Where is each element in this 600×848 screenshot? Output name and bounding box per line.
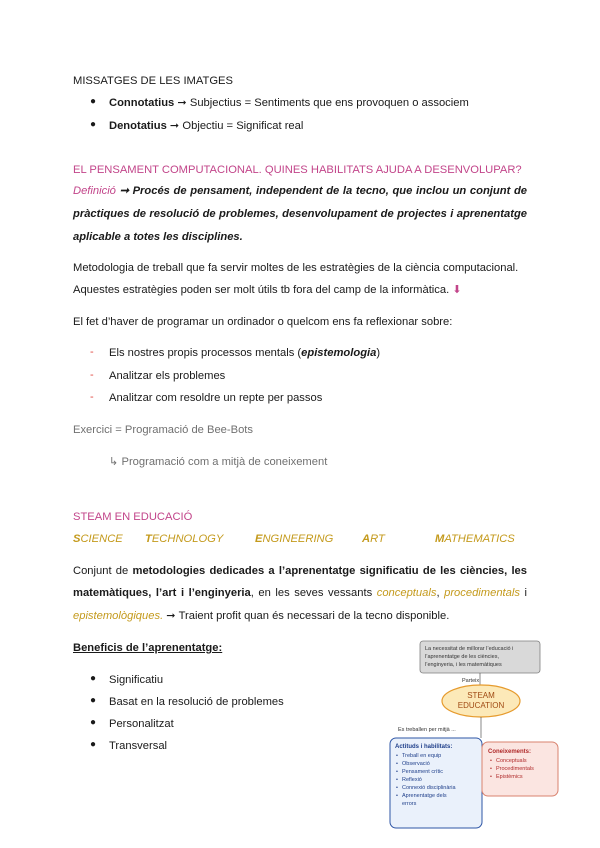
diagram-top-text-1: La necessitat de millorar l’educació i: [425, 646, 514, 652]
definition-line-2: pràctiques de resolució de problemes, desenvolupament de projectes i aprenentatge: [73, 208, 527, 220]
list-item-processos: [109, 346, 380, 360]
diagram-right-item: Procedimentals: [496, 766, 534, 772]
paragraph-text: Conjunt de: [73, 565, 129, 577]
steam-mathematics: [435, 532, 515, 546]
paragraph-text: , en les seves vessants: [250, 587, 373, 599]
diagram-label-parteix: Parteix: [462, 678, 480, 684]
diagram-left-item: errors: [402, 801, 417, 807]
list-text: Els nostres propis processos mentals (: [109, 347, 302, 359]
paragraph-text: ,: [436, 587, 440, 599]
paragraph-metodologia-2: [73, 283, 462, 297]
dash-bullet-icon: -: [90, 391, 94, 403]
diagram-left-item: Connexió disciplinària: [402, 785, 456, 791]
benefit-item: Basat en la resolució de problemes: [109, 696, 284, 708]
diagram-left-bullet: •: [396, 793, 398, 799]
diagram-label-treballa: Es treballen per mitjà ...: [398, 727, 456, 733]
bullet-icon: ●: [90, 739, 97, 750]
list-item-denotatius: [109, 119, 303, 133]
steam-initial: E: [255, 533, 263, 545]
diagram-left-bullet: •: [396, 777, 398, 783]
term-description: Objectiu = Significat real: [182, 120, 304, 132]
paragraph-gold: epistemològiques.: [73, 610, 164, 622]
steam-paragraph-line-1: [73, 564, 527, 578]
term: Denotatius: [109, 120, 167, 132]
steam-initial: T: [145, 533, 152, 545]
diagram-right-bullet: •: [490, 774, 492, 780]
paragraph-gold: conceptuals: [376, 587, 437, 599]
section-heading-pensament: EL PENSAMENT COMPUTACIONAL. QUINES HABILITATS AJUDA A DESENVOLUPAR?: [73, 164, 522, 176]
exercise-subline: ↳ Programació com a mitjà de coneixement: [109, 456, 328, 468]
section-heading-missatges: MISSATGES DE LES IMATGES: [73, 75, 233, 87]
diagram-right-title: Coneixements:: [488, 749, 532, 755]
steam-initial: S: [73, 533, 81, 545]
benefit-item: Personalitzat: [109, 718, 174, 730]
list-item-repte: Analitzar com resoldre un repte per passos: [109, 392, 323, 404]
steam-rest: CIENCE: [80, 533, 123, 545]
bullet-icon: ●: [90, 717, 97, 728]
steam-rest: RT: [370, 533, 385, 545]
exercise-line: Exercici = Programació de Bee-Bots: [73, 424, 254, 436]
steam-paragraph-line-2: [73, 586, 527, 600]
paragraph-reflexionar: El fet d’haver de programar un ordinador o quelcom ens fa reflexionar sobre:: [73, 316, 453, 328]
list-text-end: ): [376, 347, 381, 359]
diagram-left-bullet: •: [396, 769, 398, 775]
term: Connotatius: [109, 97, 175, 109]
definition-line-1: [73, 184, 527, 198]
diagram-top-text-3: l’enginyeria, i les matemàtiques: [425, 662, 502, 668]
steam-rest: ATHEMATICS: [444, 533, 515, 545]
diagram-left-item: Reflexió: [402, 777, 422, 783]
steam-initial: A: [362, 533, 371, 545]
term-description: Subjectius = Sentiments que ens provoquen o associem: [189, 97, 469, 109]
paragraph-text: Aquestes estratègies poden ser molt útils tb fora del camp de la informàtica.: [73, 284, 450, 296]
paragraph-metodologia-1: Metodologia de treball que fa servir moltes de les estratègies de la ciència computacional.: [73, 262, 519, 274]
list-item-connotatius: [109, 96, 469, 110]
steam-diagram: [384, 638, 562, 834]
steam-science: [73, 532, 123, 546]
dash-bullet-icon: -: [90, 369, 94, 381]
diagram-top-text-2: l’aprenentatge de les ciències,: [425, 654, 499, 660]
steam-paragraph-line-3: [73, 609, 449, 623]
steam-engineering: [255, 532, 333, 546]
arrow-icon: ➞: [177, 97, 187, 109]
diagram-left-item: Observació: [402, 761, 430, 767]
diagram-center-text-1: STEAM: [467, 691, 495, 700]
diagram-right-bullet: •: [490, 758, 492, 764]
diagram-left-item: Aprenentatge dels: [402, 793, 447, 799]
list-item-problemes: Analitzar els problemes: [109, 370, 226, 382]
paragraph-gold: procedimentals: [444, 587, 520, 599]
diagram-left-bullet: •: [396, 761, 398, 767]
diagram-left-bullet: •: [396, 753, 398, 759]
definition-line-3: aplicable a totes les disciplines.: [73, 231, 243, 243]
benefit-item: Transversal: [109, 740, 168, 752]
arrow-icon: ➞: [169, 120, 180, 132]
paragraph-text: i: [524, 587, 528, 599]
paragraph-bold: metodologies dedicades a l’aprenentatge significatiu de les ciències, les: [132, 565, 528, 577]
diagram-right-item: Epistèmics: [496, 774, 523, 780]
paragraph-text: ➞ Traient profit quan és necessari de la tecno disponible.: [166, 610, 450, 622]
diagram-left-box: [390, 738, 482, 828]
dash-bullet-icon: -: [90, 346, 94, 358]
diagram-left-item: Pensament crític: [402, 769, 443, 775]
definition-text: ➞ Procés de pensament, independent de la tecno, que inclou un conjunt de: [119, 185, 528, 197]
diagram-left-title: Actituds i habilitats:: [395, 744, 453, 750]
bullet-icon: ●: [90, 96, 97, 107]
paragraph-bold: matemàtiques, l’art i l’enginyeria: [73, 587, 251, 599]
section-heading-steam: STEAM EN EDUCACIÓ: [73, 511, 193, 523]
down-arrow-icon: ⬇: [452, 284, 462, 296]
diagram-left-bullet: •: [396, 785, 398, 791]
bullet-icon: ●: [90, 673, 97, 684]
benefit-item: Significatiu: [109, 674, 164, 686]
steam-rest: NGINEERING: [262, 533, 334, 545]
steam-rest: ECHNOLOGY: [151, 533, 224, 545]
diagram-left-item: Treball en equip: [402, 753, 442, 759]
diagram-right-item: Conceptuals: [496, 758, 527, 764]
bullet-icon: ●: [90, 119, 97, 130]
diagram-center-text-2: EDUCATION: [457, 701, 505, 710]
steam-initial: M: [435, 533, 445, 545]
bullet-icon: ●: [90, 695, 97, 706]
list-emphasis: epistemologia: [301, 347, 377, 359]
steam-art: [362, 532, 385, 546]
benefits-heading: Beneficis de l’aprenentatge:: [73, 642, 223, 654]
diagram-right-bullet: •: [490, 766, 492, 772]
steam-technology: [145, 532, 223, 546]
definition-label: Definició: [73, 185, 116, 197]
